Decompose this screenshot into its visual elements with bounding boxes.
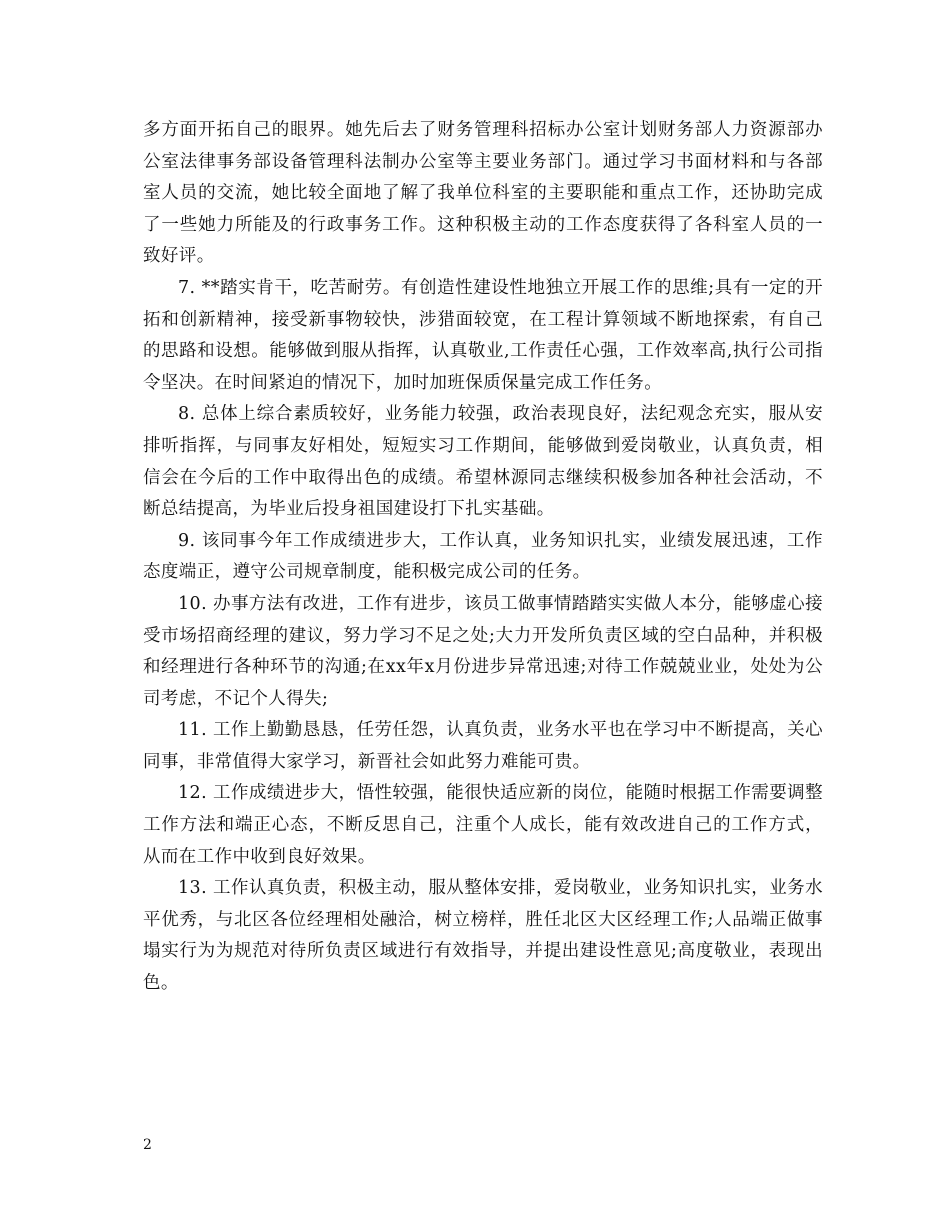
paragraph-item-11: 11. 工作上勤勤恳恳，任劳任怨，认真负责，业务水平也在学习中不断提高，关心同事，非常值得大家学习，新晋社会如此努力难能可贵。	[143, 720, 823, 772]
page-number: 2	[143, 1137, 152, 1153]
document-body	[143, 115, 823, 1000]
paragraph-item-10: 10. 办事方法有改进，工作有进步，该员工做事情踏踏实实做人本分，能够虚心接受市场招商经理的建议，努力学习不足之处;大力开发所负责区域的空白品种，并积极和经理进行各种环节的沟通;在xx年x月份进步异常迅速;对待工作兢兢业业，处处为公司考虑，不记个人得失;	[143, 593, 823, 709]
paragraph-item-13: 13. 工作认真负责，积极主动，服从整体安排，爱岗敬业，业务知识扎实，业务水平优秀，与北区各位经理相处融洽，树立榜样，胜任北区大区经理工作;人品端正做事塌实行为为规范对待所负责区域进行有效指导，并提出建设性意见;高度敬业，表现出色。	[143, 878, 823, 994]
paragraph-item-9: 9. 该同事今年工作成绩进步大，工作认真，业务知识扎实，业绩发展迅速，工作态度端正，遵守公司规章制度，能积极完成公司的任务。	[143, 530, 823, 583]
paragraph-item-7: 7. **踏实肯干，吃苦耐劳。有创造性建设性地独立开展工作的思维;具有一定的开拓和创新精神，接受新事物较快，涉猎面较宽，在工程计算领域不断地探索，有自己的思路和设想。能够做到服从指挥，认真敬业,工作责任心强，工作效率高,执行公司指令坚决。在时间紧迫的情况下，加时加班保质保量完成工作任务。	[143, 277, 823, 393]
paragraph-item-8: 8. 总体上综合素质较好，业务能力较强，政治表现良好，法纪观念充实，服从安排听指挥，与同事友好相处，短短实习工作期间，能够做到爱岗敬业，认真负责，相信会在今后的工作中取得出色的成绩。希望林源同志继续积极参加各种社会活动，不断总结提高，为毕业后投身祖国建设打下扎实基础。	[143, 404, 823, 520]
paragraph-continued: 多方面开拓自己的眼界。她先后去了财务管理科招标办公室计划财务部人力资源部办公室法律事务部设备管理科法制办公室等主要业务部门。通过学习书面材料和与各部室人员的交流，她比较全面地了解了我单位科室的主要职能和重点工作，还协助完成了一些她力所能及的行政事务工作。这种积极主动的工作态度获得了各科室人员的一致好评。	[143, 120, 823, 267]
paragraph-item-12: 12. 工作成绩进步大，悟性较强，能很快适应新的岗位，能随时根据工作需要调整工作方法和端正心态，不断反思自己，注重个人成长，能有效改进自己的工作方式，从而在工作中收到良好效果。	[143, 783, 823, 867]
